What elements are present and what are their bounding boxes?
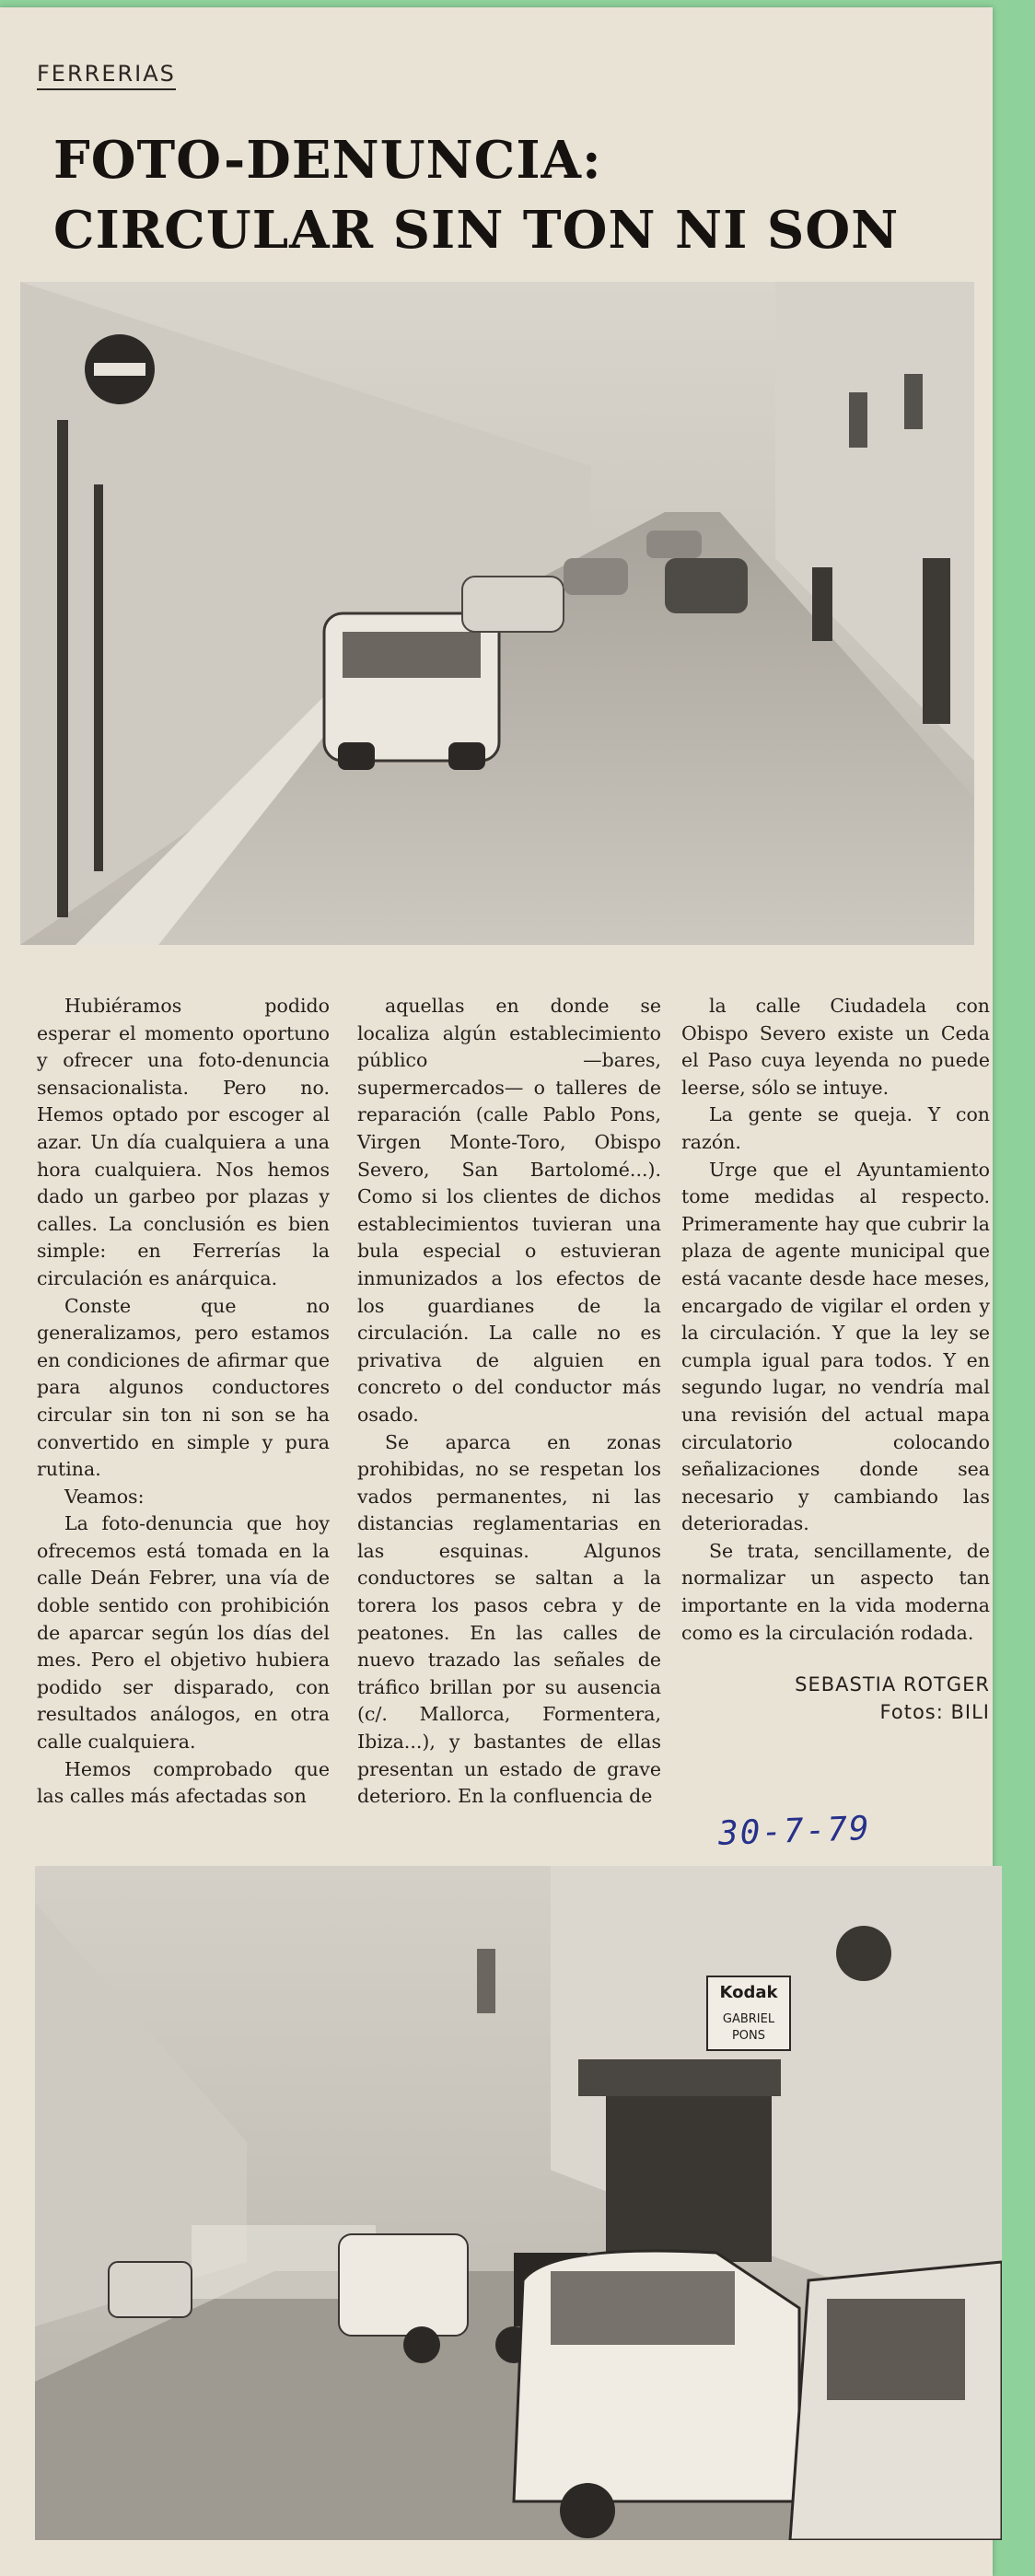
shop-sign-line-2: PONS — [731, 2029, 766, 2043]
col1-paragraph-2: Conste que no generalizamos, pero estamos en condiciones de afirmar que para algunos conductores circular sin ton ni son se ha convertido en simple y pura rutina. — [37, 1294, 330, 1481]
headline-line-2: CIRCULAR SIN TON NI SON — [53, 200, 900, 261]
col1-paragraph-4: La foto-denuncia que hoy ofrecemos está tomada en la calle Deán Febrer, una vía de doble sentido con prohibición de aparcar según los días del mes. Pero el objetivo hubiera podido ser disparado, con resultados análogos, en otra calle cualquiera. — [37, 1512, 330, 1754]
col3-paragraph-4: Se trata, sencillamente, de normalizar un aspecto tan importante en la vida moderna como es la circulación rodada. — [681, 1539, 990, 1644]
newspaper-clipping — [0, 7, 993, 2576]
street-photo-top-image — [20, 282, 974, 945]
headline-line-1: FOTO-DENUNCIA: — [53, 130, 602, 191]
col1-paragraph-1: Hubiéramos podido esperar el momento oportuno y ofrecer una foto-denuncia sensacionalista. Pero no. Hemos optado por escoger al azar. Un día cualquiera a una hora cualquiera. Nos hemos dado un garbeo por plazas y calles. La conclusión es bien simple: en Ferrerías la circulación es anárquica. — [37, 995, 330, 1289]
col2-paragraph-1: aquellas en donde se localiza algún establecimiento público —bares, supermercados— o talleres de reparación (calle Pablo Pons, Virgen Monte-Toro, Obispo Severo, San Bartolomé...). Como si los clientes de dichos establecimientos tuvieran una bula especial o estuvieran inmunizados a los efectos de los guardianes de la circulación. La calle no es privativa de alguien en concreto o del conductor más osado. — [357, 995, 661, 1426]
col3-paragraph-3: Urge que el Ayuntamiento tome medidas al respecto. Primeramente hay que cubrir la plaza de agente municipal que está vacante desde hace meses, encargado de vigilar el orden y la circulación. Y que la ley se cumpla igual para todos. Y en segundo lugar, no vendría mal una revisión del actual mapa circulatorio colocando señalizaciones donde sea necesario y cambiando las deterioradas. — [681, 1158, 990, 1535]
col3-paragraph-1: la calle Ciudadela con Obispo Severo existe un Ceda el Paso cuya leyenda no puede leerse, sólo se intuye. — [681, 995, 990, 1099]
street-photo-bottom-image — [35, 1866, 1002, 2540]
shop-sign-line-1: GABRIEL — [722, 2012, 775, 2026]
col2-paragraph-2: Se aparca en zonas prohibidas, no se respetan los vados permanentes, ni las distancias reglamentarias en las esquinas. Algunos conductores se saltan a la torera los pasos cebra y de peatones. En las calles de nuevo trazado las señales de tráfico brillan por su ausencia (c/. Mallorca, Formentera, Ibiza...), y bastantes de ellas presentan un estado de grave deterioro. En la confluencia de — [357, 1430, 661, 1808]
article-column-1 — [37, 993, 330, 1811]
col1-paragraph-5: Hemos comprobado que las calles más afectadas son — [37, 1757, 330, 1808]
headline — [53, 125, 965, 265]
handwritten-date: 30-7-79 — [717, 1810, 872, 1853]
byline — [681, 1671, 990, 1726]
col3-paragraph-2: La gente se queja. Y con razón. — [681, 1103, 990, 1153]
kodak-sign: Kodak — [719, 1983, 778, 2002]
section-tag: FERRERIAS — [37, 61, 176, 90]
byline-photos: Fotos: BILI — [879, 1701, 990, 1724]
article-body — [37, 993, 993, 1822]
street-photo-top — [20, 282, 974, 945]
col1-paragraph-3: Veamos: — [64, 1485, 145, 1508]
street-photo-bottom — [35, 1866, 1002, 2540]
byline-author: SEBASTIA ROTGER — [795, 1673, 990, 1696]
article-column-3 — [681, 993, 990, 1726]
article-column-2 — [357, 993, 661, 1811]
